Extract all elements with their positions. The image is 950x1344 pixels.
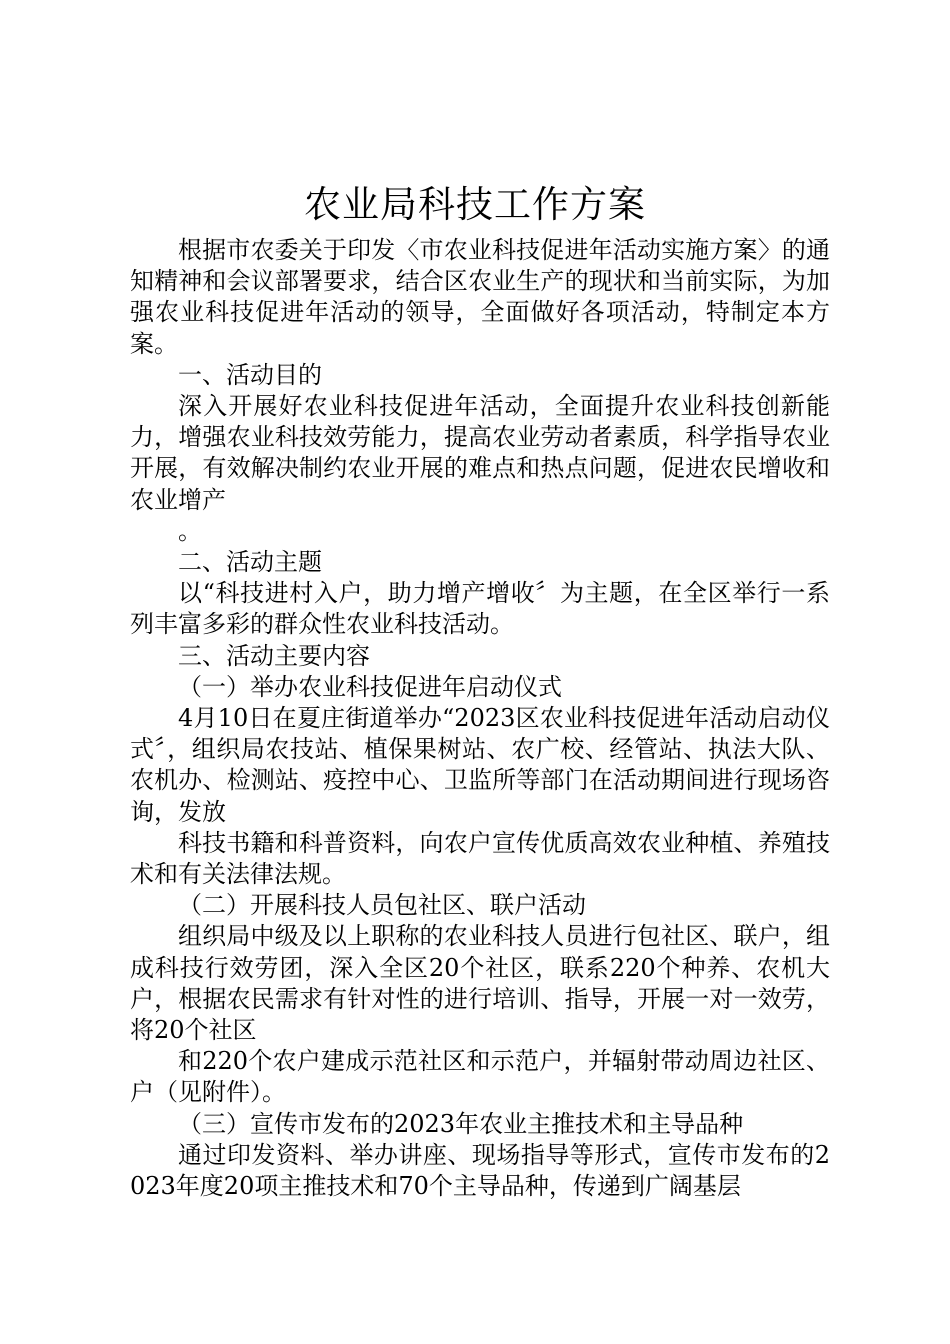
section-heading-theme: 二、活动主题 (178, 548, 322, 577)
subsection-heading-2: （二）开展科技人员包社区、联户活动 (178, 891, 586, 920)
subsection-heading-3: （三）宣传市发布的2023年农业主推技术和主导品种 (178, 1109, 744, 1138)
section-heading-content: 三、活动主要内容 (178, 641, 370, 670)
subsection-1-paragraph: 4月10日在夏庄街道举办“2023区农业科技促进年活动启动仪式〞，组织局农技站、植保果树站、农广校、经管站、执法大队、农机办、检测站、疫控中心、卫监所等部门在活动期间进行现场咨询，发放 (130, 704, 830, 826)
subsection-2-paragraph: 组织局中级及以上职称的农业科技人员进行包社区、联户，组成科技行效劳团，深入全区20个社区，联系220个种养、农机大户，根据农民需求有针对性的进行培训、指导，开展一对一效劳，将20个社区 (130, 922, 830, 1045)
intro-paragraph: 根据市农委关于印发〈市农业科技促进年活动实施方案〉的通知精神和会议部署要求，结合区农业生产的现状和当前实际，为加强农业科技促进年活动的领导，全面做好各项活动，特制定本方案。 (130, 236, 830, 358)
section-heading-purpose: 一、活动目的 (178, 360, 322, 389)
document-title: 农业局科技工作方案 (304, 183, 646, 226)
subsection-heading-1: （一）举办农业科技促进年启动仪式 (178, 672, 562, 701)
purpose-paragraph-end: 。 (178, 516, 202, 545)
theme-paragraph: 以“科技进村入户，助力增产增收〞为主题，在全区举行一系列丰富多彩的群众性农业科技活动。 (130, 579, 830, 639)
document-body (130, 235, 830, 1202)
subsection-1-paragraph-continued: 科技书籍和科普资料，向农户宣传优质高效农业种植、养殖技术和有关法律法规。 (130, 828, 830, 889)
subsection-3-paragraph: 通过印发资料、举办讲座、现场指导等形式，宣传市发布的2023年度20项主推技术和70个主导品种，传递到广阔基层 (130, 1140, 830, 1201)
subsection-2-paragraph-continued: 和220个农户建成示范社区和示范户，并辐射带动周边社区、户（见附件）。 (130, 1047, 830, 1107)
purpose-paragraph: 深入开展好农业科技促进年活动，全面提升农业科技创新能力，增强农业科技效劳能力，提高农业劳动者素质，科学指导农业开展，有效解决制约农业开展的难点和热点问题，促进农民增收和农业增产 (130, 392, 830, 514)
